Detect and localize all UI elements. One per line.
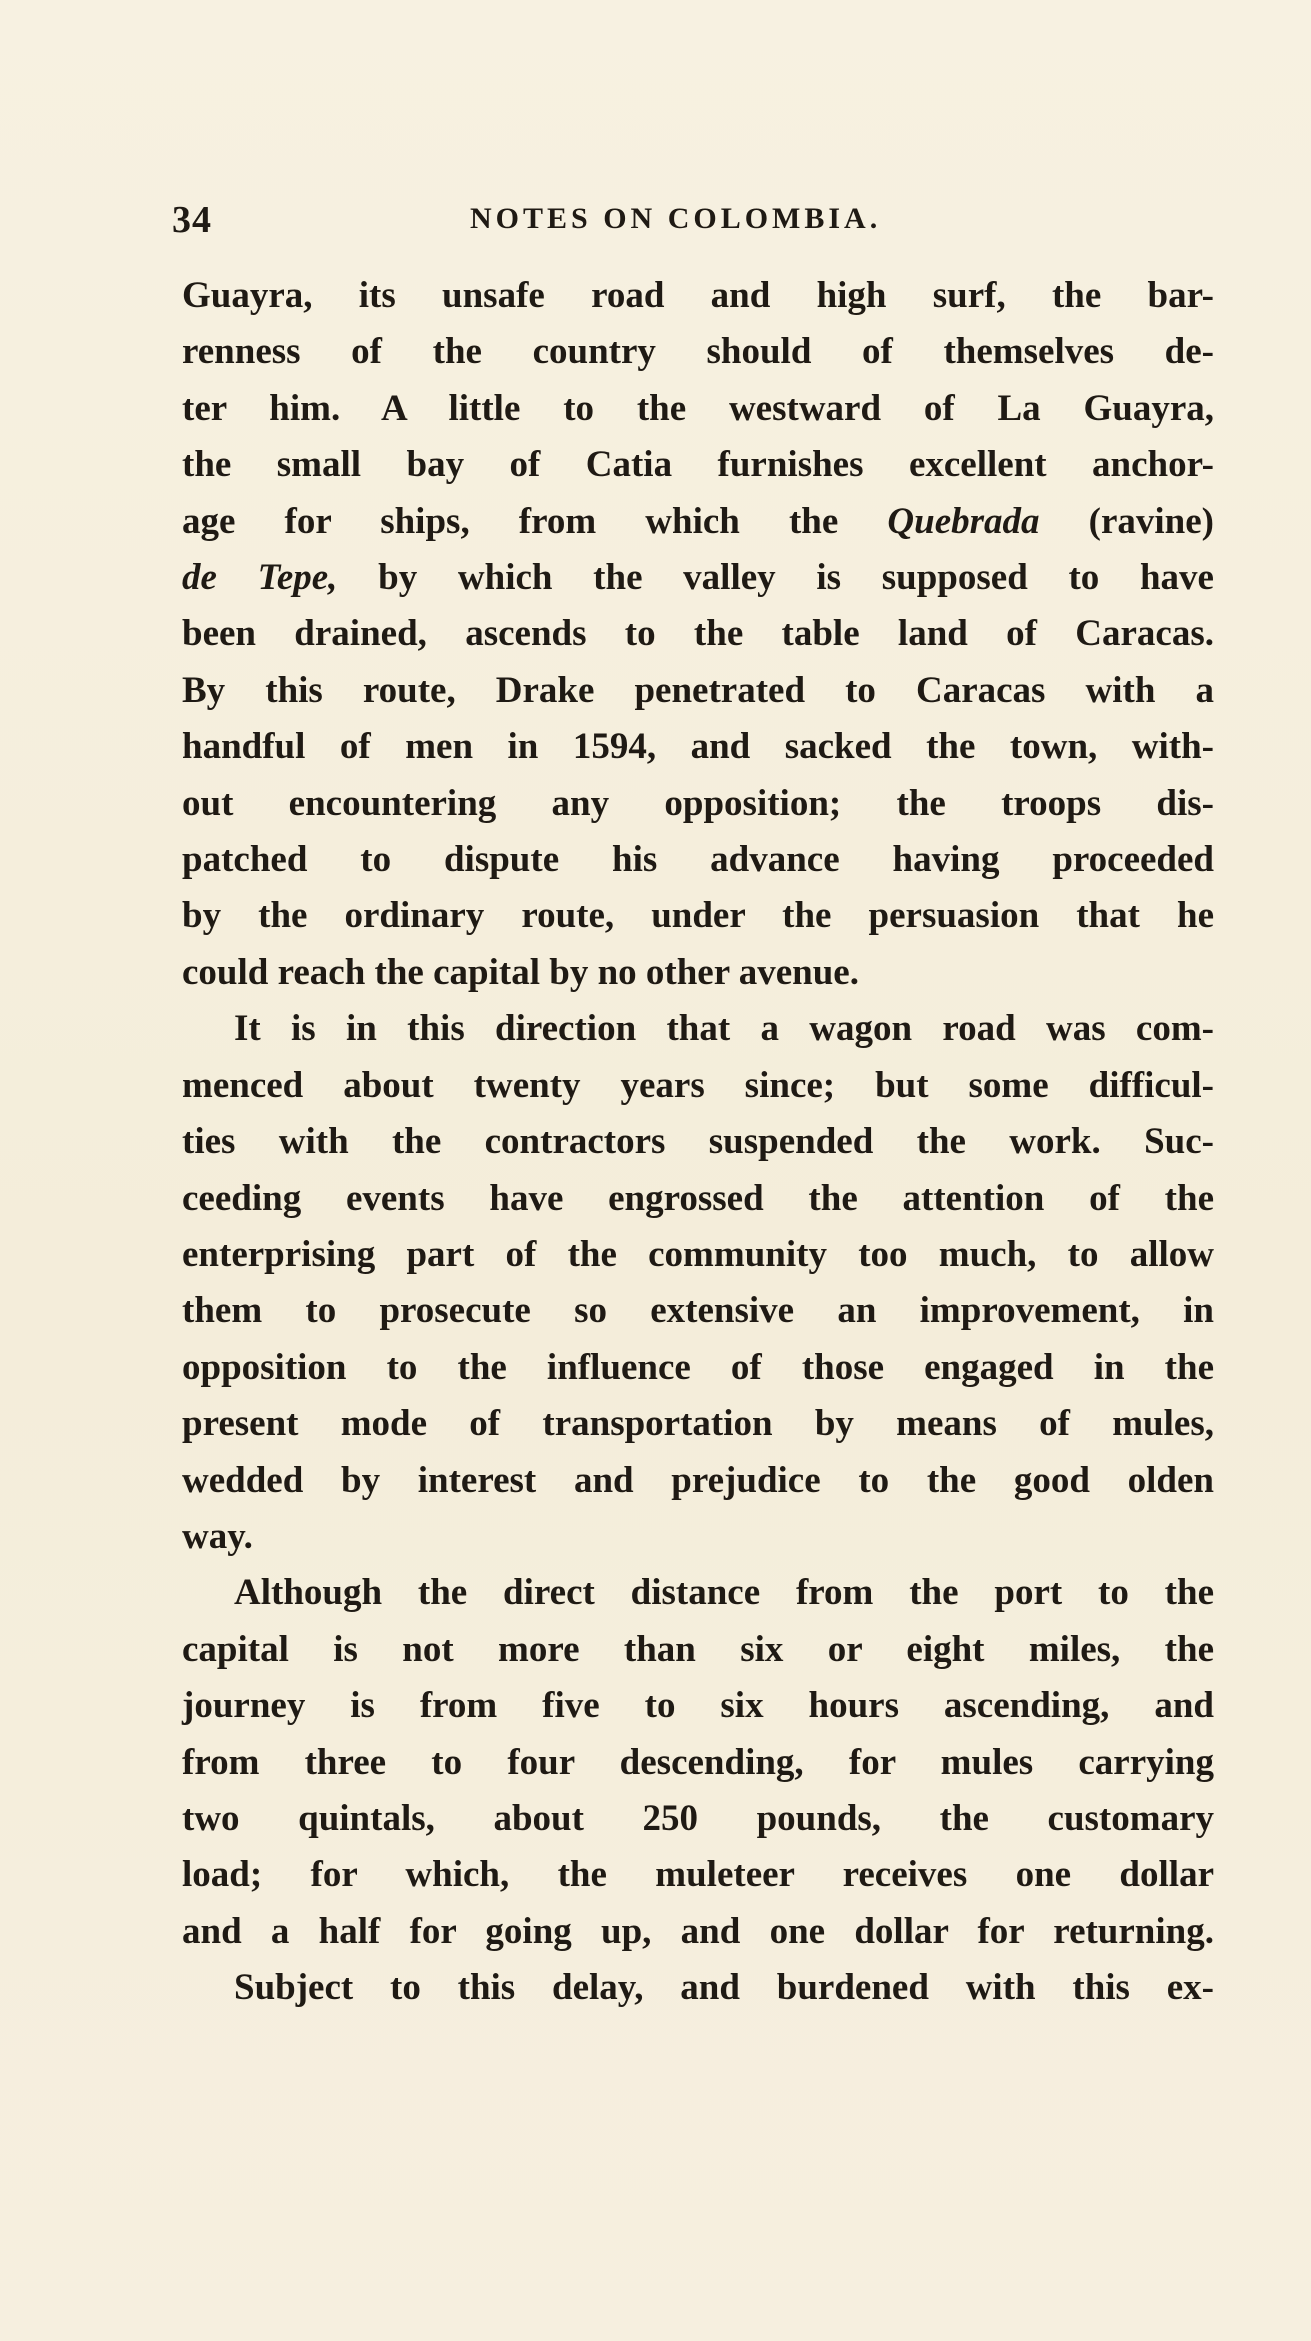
text-line xyxy=(182,550,1214,606)
text-run: age for ships, from which the xyxy=(182,500,888,542)
text-line: load; for which, the muleteer receives one dollar xyxy=(182,1854,1214,1896)
italic-term: Quebrada xyxy=(887,500,1040,542)
text-line: journey is from five to six hours ascending, and xyxy=(182,1685,1214,1727)
text-line: them to prosecute so extensive an improvement, in xyxy=(182,1290,1214,1332)
text-line: opposition to the influence of those engaged in the xyxy=(182,1346,1214,1388)
text-line: ter him. A little to the westward of La Guayra, xyxy=(182,387,1214,429)
text-line xyxy=(182,494,1214,550)
italic-term: de Tepe, xyxy=(182,557,338,599)
text-line: ties with the contractors suspended the work. Suc- xyxy=(182,1121,1214,1163)
text-line: wedded by interest and prejudice to the good olden xyxy=(182,1459,1214,1501)
text-line: by the ordinary route, under the persuasion that he xyxy=(182,895,1214,937)
body-text xyxy=(182,268,1214,2017)
text-line: could reach the capital by no other avenue. xyxy=(182,951,859,993)
text-line: been drained, ascends to the table land of Caracas. xyxy=(182,613,1214,655)
text-line: present mode of transportation by means of mules, xyxy=(182,1403,1214,1445)
text-line: By this route, Drake penetrated to Caracas with a xyxy=(182,669,1214,711)
text-line: and a half for going up, and one dollar for returning. xyxy=(182,1910,1214,1952)
text-line: Although the direct distance from the port to the xyxy=(234,1572,1214,1614)
text-line: It is in this direction that a wagon road was com- xyxy=(234,1008,1214,1050)
text-line: Guayra, its unsafe road and high surf, the bar- xyxy=(182,275,1214,316)
text-line: renness of the country should of themselves de- xyxy=(182,331,1214,373)
running-head: NOTES ON COLOMBIA. xyxy=(470,202,882,235)
text-line: ceeding events have engrossed the attention of the xyxy=(182,1177,1214,1219)
text-line: the small bay of Catia furnishes excellent anchor- xyxy=(182,444,1214,486)
page-header xyxy=(172,198,1222,248)
text-line: two quintals, about 250 pounds, the customary xyxy=(182,1797,1214,1839)
text-line: enterprising part of the community too much, to allow xyxy=(182,1233,1214,1275)
text-run: (ravine) xyxy=(1039,500,1214,542)
text-run: by which the valley is supposed to have xyxy=(337,557,1214,599)
text-line: patched to dispute his advance having proceeded xyxy=(182,839,1214,881)
page-number: 34 xyxy=(172,199,212,241)
text-line: way. xyxy=(182,1515,253,1557)
text-line: from three to four descending, for mules carrying xyxy=(182,1741,1214,1783)
text-line: menced about twenty years since; but some difficul- xyxy=(182,1064,1214,1106)
text-line: handful of men in 1594, and sacked the town, with- xyxy=(182,726,1214,768)
text-line: Subject to this delay, and burdened with this ex- xyxy=(234,1967,1214,2009)
text-line: out encountering any opposition; the troops dis- xyxy=(182,782,1214,824)
text-line: capital is not more than six or eight miles, the xyxy=(182,1628,1214,1670)
